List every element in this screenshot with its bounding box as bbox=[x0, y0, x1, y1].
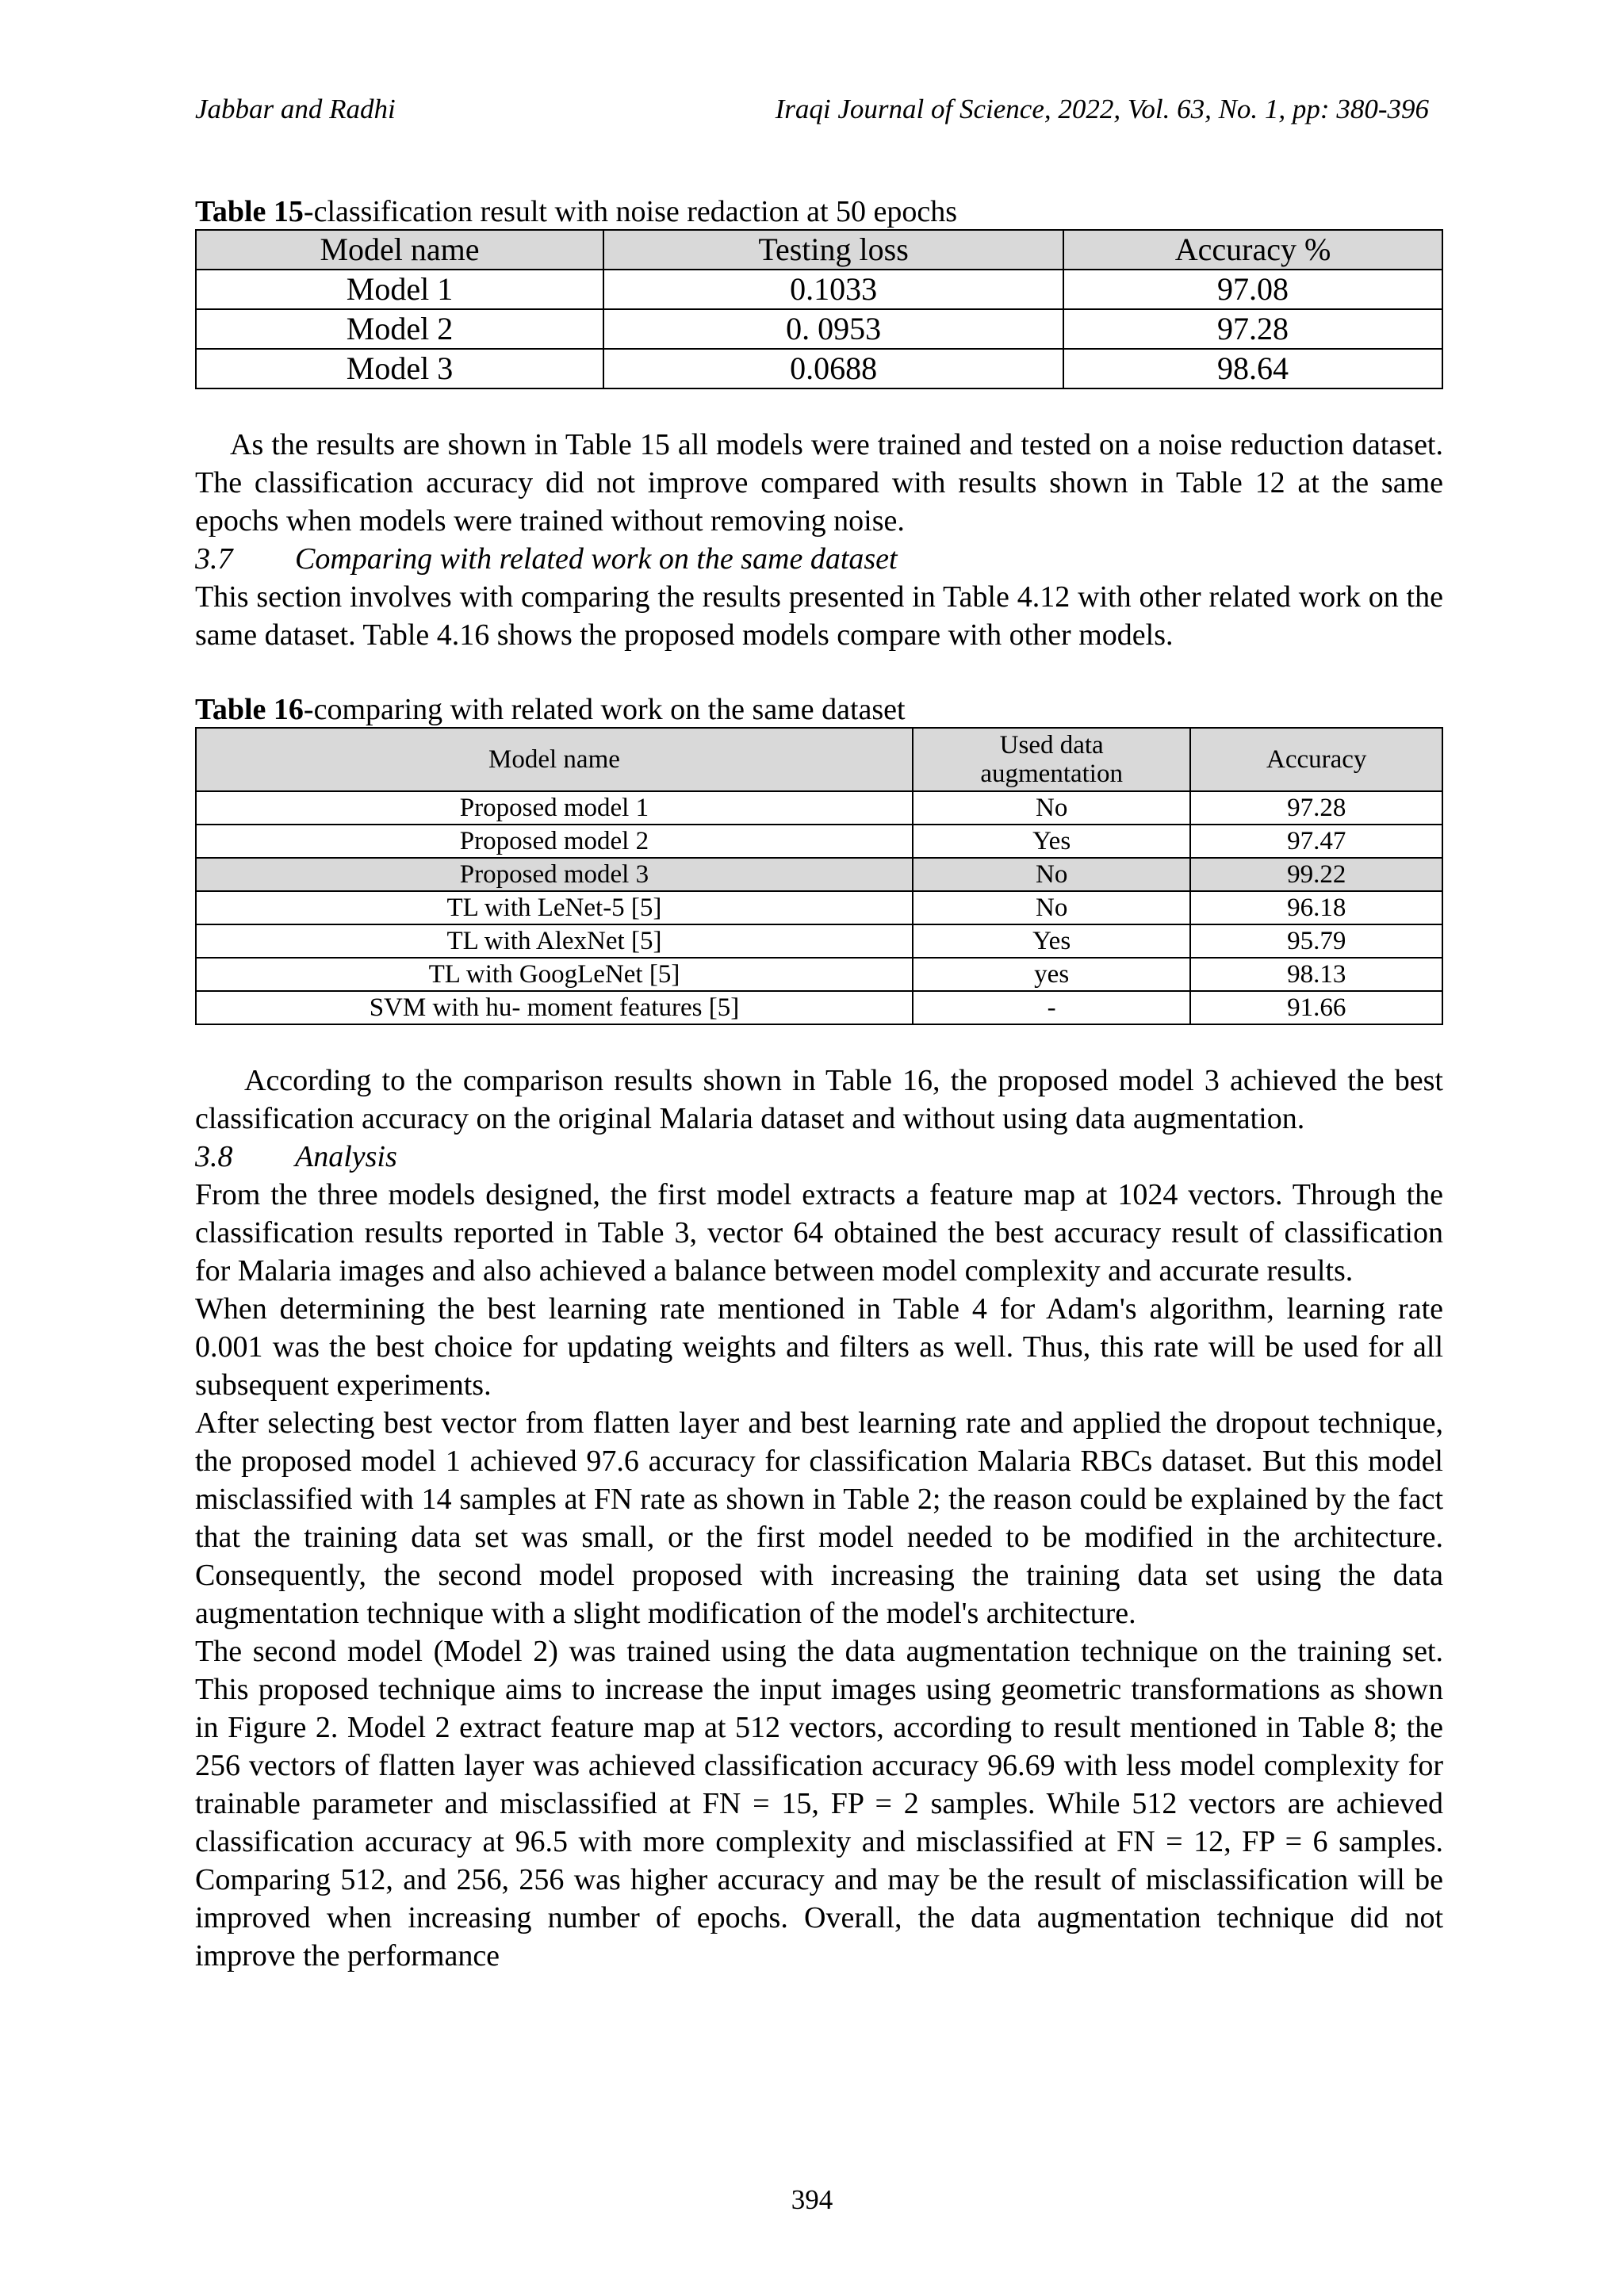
table16-row bbox=[196, 891, 1442, 924]
header-journal: Iraqi Journal of Science, 2022, Vol. 63, No. 1, pp: 380-396 bbox=[775, 94, 1429, 124]
table15-cell: Model 1 bbox=[196, 270, 603, 309]
table15-caption bbox=[195, 194, 1443, 229]
table16-caption bbox=[195, 692, 1443, 727]
table16-cell: 96.18 bbox=[1190, 891, 1442, 924]
table16-cell: Proposed model 2 bbox=[196, 825, 913, 858]
paragraph-learning-rate: When determining the best learning rate mentioned in Table 4 for Adam's algorithm, learning rate 0.001 was the best choice for updating weights and filters as well. Thus, this rate will be used for all subsequent experiments. bbox=[195, 1292, 1443, 1402]
table16-column-header: Used data augmentation bbox=[913, 728, 1191, 791]
paragraph-model2: The second model (Model 2) was trained using the data augmentation technique on the training set. This proposed technique aims to increase the input images using geometric transformations as shown in Figure 2. Model 2 extract feature map at 512 vectors, according to result mentioned in Table 8; the 256 vectors of flatten layer was achieved classification accuracy 96.69 with less model complexity for trainable parameter and misclassified at FN = 15, FP = 2 samples. While 512 vectors are achieved classification accuracy at 96.5 with more complexity and misclassified at FN = 12, FP = 6 samples. Comparing 512, and 256, 256 was higher accuracy and may be the result of misclassification will be improved when increasing number of epochs. Overall, the data augmentation technique did not improve the performance bbox=[195, 1635, 1443, 1973]
running-header bbox=[195, 94, 1429, 133]
table15-header-row bbox=[196, 230, 1442, 270]
table16-cell: Yes bbox=[913, 924, 1191, 958]
header-authors: Jabbar and Radhi bbox=[195, 94, 396, 124]
table15-row bbox=[196, 349, 1442, 388]
table16-label: Table 16 bbox=[195, 693, 304, 726]
table16-cell: TL with AlexNet [5] bbox=[196, 924, 913, 958]
table16-column-header: Accuracy bbox=[1190, 728, 1442, 791]
table16-cell: 95.79 bbox=[1190, 924, 1442, 958]
table16-cell: 91.66 bbox=[1190, 991, 1442, 1024]
paragraph-analysis-model1: From the three models designed, the first model extracts a feature map at 1024 vectors. Through the classification results reported in Table 3, vector 64 obtained the best accuracy result of classification for Malaria images and also achieved a balance between model complexity and accurate results. bbox=[195, 1178, 1443, 1288]
table16-cell: TL with LeNet-5 [5] bbox=[196, 891, 913, 924]
table16-column-header: Model name bbox=[196, 728, 913, 791]
page-content bbox=[195, 194, 1443, 1975]
table16-cell: 99.22 bbox=[1190, 858, 1442, 891]
table16-cell: Proposed model 1 bbox=[196, 791, 913, 825]
section-heading-3-7 bbox=[195, 540, 1443, 578]
paragraph-table15-discussion: As the results are shown in Table 15 all models were trained and tested on a noise reduction dataset. The classification accuracy did not improve compared with results shown in Table 12 at the same epochs when models were trained without removing noise. bbox=[195, 428, 1443, 538]
table15-cell: 97.08 bbox=[1063, 270, 1442, 309]
table16-row bbox=[196, 924, 1442, 958]
paragraph-dropout: After selecting best vector from flatten layer and best learning rate and applied the dropout technique, the proposed model 1 achieved 97.6 accuracy for classification Malaria RBCs dataset. But this model misclassified with 14 samples at FN rate as shown in Table 2; the reason could be explained by the fact that the training data set was small, or the first model needed to be modified in the architecture. Consequently, the second model proposed with increasing the training data set using the data augmentation technique with a slight modification of the model's architecture. bbox=[195, 1406, 1443, 1630]
paragraph-comparison-results: According to the comparison results shown in Table 16, the proposed model 3 achieved the best classification accuracy on the original Malaria dataset and without using data augmentation. bbox=[195, 1064, 1443, 1135]
table15-cell: 0.0688 bbox=[603, 349, 1063, 388]
table15-label: Table 15 bbox=[195, 195, 304, 228]
table16-row-highlighted bbox=[196, 858, 1442, 891]
section-title: Comparing with related work on the same dataset bbox=[295, 542, 898, 576]
table15-column-header: Model name bbox=[196, 230, 603, 270]
section-number: 3.8 bbox=[195, 1140, 233, 1173]
table16-cell: yes bbox=[913, 958, 1191, 991]
table15-column-header: Testing loss bbox=[603, 230, 1063, 270]
table16-cell: 97.28 bbox=[1190, 791, 1442, 825]
section-title: Analysis bbox=[295, 1140, 397, 1173]
table16-cell: Proposed model 3 bbox=[196, 858, 913, 891]
table15-cell: Model 2 bbox=[196, 309, 603, 349]
table16-header-row bbox=[196, 728, 1442, 791]
table16-row bbox=[196, 958, 1442, 991]
table16-caption-text: -comparing with related work on the same dataset bbox=[303, 693, 906, 726]
table15-cell: 0. 0953 bbox=[603, 309, 1063, 349]
table16-cell: TL with GoogLeNet [5] bbox=[196, 958, 913, 991]
table15 bbox=[195, 229, 1443, 389]
table15-column-header: Accuracy % bbox=[1063, 230, 1442, 270]
table16-cell: SVM with hu- moment features [5] bbox=[196, 991, 913, 1024]
table16-cell: - bbox=[913, 991, 1191, 1024]
table16-cell: No bbox=[913, 858, 1191, 891]
table15-cell: Model 3 bbox=[196, 349, 603, 388]
table16-cell: 97.47 bbox=[1190, 825, 1442, 858]
table16-row bbox=[196, 991, 1442, 1024]
table16-cell: 98.13 bbox=[1190, 958, 1442, 991]
paragraph-related-work: This section involves with comparing the results presented in Table 4.12 with other related work on the same dataset. Table 4.16 shows the proposed models compare with other models. bbox=[195, 580, 1443, 652]
table15-cell: 0.1033 bbox=[603, 270, 1063, 309]
table15-cell: 98.64 bbox=[1063, 349, 1442, 388]
table15-cell: 97.28 bbox=[1063, 309, 1442, 349]
table16-row bbox=[196, 825, 1442, 858]
table16-cell: No bbox=[913, 891, 1191, 924]
section-heading-3-8 bbox=[195, 1138, 1443, 1176]
table16-cell: Yes bbox=[913, 825, 1191, 858]
page-number: 394 bbox=[791, 2184, 833, 2215]
table15-row bbox=[196, 270, 1442, 309]
table16-row bbox=[196, 791, 1442, 825]
table16-cell: No bbox=[913, 791, 1191, 825]
section-number: 3.7 bbox=[195, 542, 233, 576]
table16 bbox=[195, 727, 1443, 1025]
table15-caption-text: -classification result with noise redaction at 50 epochs bbox=[303, 195, 958, 228]
table15-row bbox=[196, 309, 1442, 349]
